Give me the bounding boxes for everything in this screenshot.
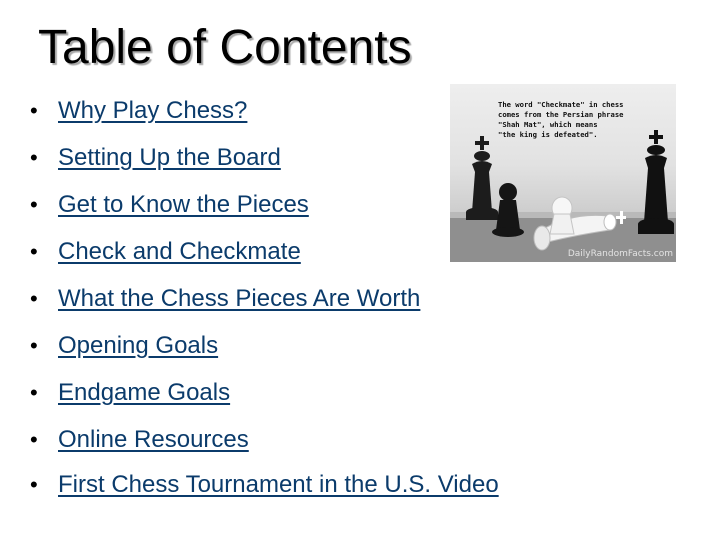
black-pawn-icon <box>492 183 524 237</box>
slide-title: Table of Contents <box>38 21 412 74</box>
bullet-icon: • <box>30 98 38 123</box>
toc-link-setting-up-board[interactable]: Setting Up the Board <box>58 144 281 171</box>
bullet-icon: • <box>30 472 38 497</box>
toc-item-first-tournament-video <box>30 466 550 504</box>
black-king-icon <box>466 136 498 220</box>
toc-link-check-checkmate[interactable]: Check and Checkmate <box>58 238 301 265</box>
toc-link-first-tournament-video[interactable]: First Chess Tournament in the U.S. Video <box>58 471 499 498</box>
photo-watermark: DailyRandomFacts.com <box>567 249 673 259</box>
toc-link-pieces-worth[interactable]: What the Chess Pieces Are Worth <box>58 285 421 312</box>
toc-link-opening-goals[interactable]: Opening Goals <box>58 332 219 359</box>
toc-item-online-resources <box>30 419 550 461</box>
toc-link-why-play-chess[interactable]: Why Play Chess? <box>58 97 248 124</box>
bullet-icon: • <box>30 192 38 217</box>
photo-caption-text: The word "Checkmate" in chess comes from the Persian phrase "Shah Mat", which means "the king is defeated". <box>498 100 624 139</box>
bullet-icon: • <box>30 380 38 405</box>
bullet-icon: • <box>30 145 38 170</box>
bullet-icon: • <box>30 427 38 452</box>
toc-link-online-resources[interactable]: Online Resources <box>58 426 249 453</box>
bullet-icon: • <box>30 333 38 358</box>
toc-item-opening-goals <box>30 325 550 367</box>
white-pawn-icon <box>550 197 574 234</box>
chess-photo <box>450 84 676 262</box>
toc-link-endgame-goals[interactable]: Endgame Goals <box>58 379 231 406</box>
bullet-icon: • <box>30 286 38 311</box>
bullet-icon: • <box>30 239 38 264</box>
toc-item-pieces-worth <box>30 278 550 320</box>
toc-item-endgame-goals <box>30 372 550 414</box>
toc-link-know-the-pieces[interactable]: Get to Know the Pieces <box>58 191 309 218</box>
